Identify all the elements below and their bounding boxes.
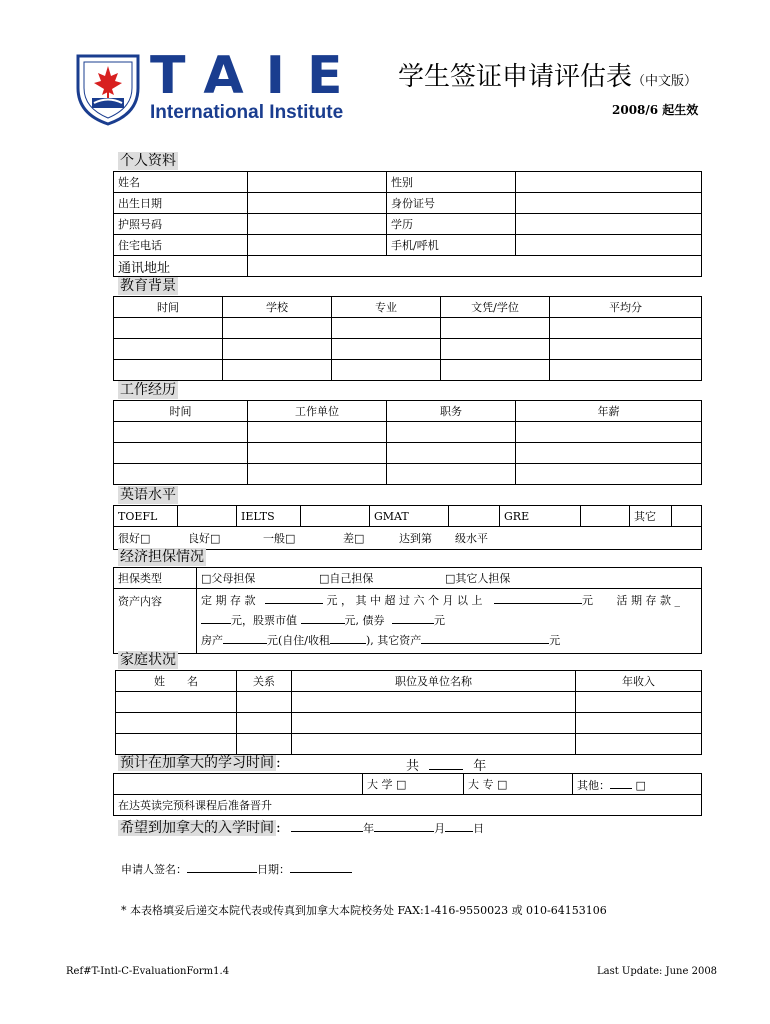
unit-yuan: 元 bbox=[434, 614, 445, 627]
unit-yuan: 元 bbox=[581, 594, 593, 607]
work-table bbox=[113, 400, 702, 485]
entry-month-input[interactable] bbox=[374, 819, 434, 832]
field-other[interactable] bbox=[672, 506, 702, 527]
cell[interactable] bbox=[114, 339, 223, 360]
logo bbox=[68, 44, 368, 124]
property-label: 房产 bbox=[201, 634, 223, 647]
footer-ref: Ref#T-Intl-C-EvaluationForm1.4 bbox=[66, 966, 230, 977]
property-use-label: 元(自住/收租 bbox=[267, 634, 330, 647]
cell[interactable] bbox=[116, 734, 237, 755]
field-gmat[interactable] bbox=[449, 506, 500, 527]
field-id-no[interactable] bbox=[516, 193, 702, 214]
section-work-heading: 工作经历 bbox=[120, 382, 176, 398]
col-header: 专业 bbox=[332, 297, 441, 318]
label-gmat: GMAT bbox=[370, 506, 449, 527]
entry-month-label: 月 bbox=[434, 822, 446, 835]
label-ielts: IELTS bbox=[237, 506, 301, 527]
label-assets: 资产内容 bbox=[114, 589, 197, 654]
other-input[interactable] bbox=[610, 776, 632, 789]
col-header: 关系 bbox=[237, 671, 292, 692]
page-title bbox=[398, 62, 697, 97]
field-name[interactable] bbox=[248, 172, 387, 193]
applicant-signature-label: 申请人签名： bbox=[121, 863, 187, 876]
col-header: 工作单位 bbox=[248, 401, 387, 422]
section-family-heading: 家庭状况 bbox=[120, 652, 176, 668]
col-header: 年收入 bbox=[576, 671, 702, 692]
cell[interactable] bbox=[237, 734, 292, 755]
logo-letters: TAIE bbox=[150, 46, 365, 106]
title-suffix: （中文版） bbox=[632, 74, 698, 89]
english-table bbox=[113, 505, 702, 550]
entry-year-input[interactable] bbox=[291, 819, 363, 832]
property-use-input[interactable] bbox=[330, 631, 366, 644]
other-label: 其他： bbox=[577, 778, 610, 792]
col-header: 文凭/学位 bbox=[441, 297, 550, 318]
col-header: 平均分 bbox=[550, 297, 702, 318]
date-label: 日期： bbox=[257, 863, 290, 876]
cell[interactable] bbox=[237, 713, 292, 734]
cell[interactable] bbox=[114, 360, 223, 381]
education-table bbox=[113, 296, 702, 381]
col-header: 时间 bbox=[114, 297, 223, 318]
section-finance-heading: 经济担保情况 bbox=[120, 549, 204, 565]
entry-row bbox=[118, 819, 484, 838]
label-name: 姓名 bbox=[114, 172, 248, 193]
year-label: 年 bbox=[473, 759, 487, 774]
english-level-row bbox=[114, 527, 702, 550]
cell[interactable] bbox=[223, 318, 332, 339]
cell[interactable] bbox=[387, 443, 516, 464]
cell[interactable] bbox=[114, 422, 248, 443]
label-mobile: 手机/呼机 bbox=[387, 235, 516, 256]
section-english-heading: 英语水平 bbox=[120, 487, 176, 503]
over-six-months-label: 元 ， 其 中 超 过 六 个 月 以 上 bbox=[326, 594, 483, 607]
option-other[interactable] bbox=[573, 774, 702, 795]
check-parents[interactable]: □父母担保 bbox=[201, 572, 256, 585]
stock-input[interactable] bbox=[301, 611, 345, 624]
check-self[interactable]: □自己担保 bbox=[319, 572, 374, 585]
field-ielts[interactable] bbox=[301, 506, 370, 527]
cell[interactable] bbox=[292, 692, 576, 713]
cell[interactable] bbox=[576, 692, 702, 713]
stock-label: 元，股票市值 bbox=[231, 614, 297, 627]
assets-line-1 bbox=[201, 591, 697, 611]
section-study-heading: 预计在加拿大的学习时间 bbox=[120, 755, 274, 771]
cell[interactable] bbox=[116, 692, 237, 713]
label-passport: 护照号码 bbox=[114, 214, 248, 235]
title-main: 学生签证申请评估表 bbox=[398, 62, 633, 92]
label-dob: 出生日期 bbox=[114, 193, 248, 214]
cell[interactable] bbox=[516, 464, 702, 485]
table-row bbox=[114, 318, 702, 339]
six-month-input[interactable] bbox=[494, 591, 582, 604]
footer-update: Last Update: June 2008 bbox=[597, 966, 718, 977]
effective-date: 2008/6 起生效 bbox=[612, 103, 699, 117]
cell[interactable] bbox=[441, 318, 550, 339]
label-gre: GRE bbox=[500, 506, 581, 527]
check-poor[interactable]: 差□ bbox=[343, 532, 365, 545]
field-gender[interactable] bbox=[516, 172, 702, 193]
cell[interactable] bbox=[292, 713, 576, 734]
cell[interactable] bbox=[223, 339, 332, 360]
demand-deposit-label: 活 期 存 款 _ bbox=[616, 594, 680, 607]
label-toefl: TOEFL bbox=[114, 506, 178, 527]
cell[interactable] bbox=[248, 443, 387, 464]
col-header: 学校 bbox=[223, 297, 332, 318]
guarantee-options bbox=[197, 568, 702, 589]
field-address[interactable] bbox=[248, 256, 702, 277]
table-row bbox=[114, 443, 702, 464]
other-checkbox[interactable]: □ bbox=[635, 778, 646, 792]
check-good[interactable]: 良好□ bbox=[188, 532, 221, 545]
entry-day-input[interactable] bbox=[445, 819, 473, 832]
study-time-heading-row bbox=[118, 754, 281, 772]
field-home-phone[interactable] bbox=[248, 235, 387, 256]
section-personal-heading: 个人资料 bbox=[120, 153, 176, 169]
cell[interactable] bbox=[248, 422, 387, 443]
entry-day-label: 日 bbox=[473, 822, 485, 835]
unit-yuan: 元 bbox=[549, 634, 561, 647]
label-id-no: 身份证号 bbox=[387, 193, 516, 214]
check-average[interactable]: 一般□ bbox=[263, 532, 296, 545]
section-education-heading: 教育背景 bbox=[120, 278, 176, 294]
field-dob[interactable] bbox=[248, 193, 387, 214]
col-header: 年薪 bbox=[516, 401, 702, 422]
logo-subtitle: International Institute bbox=[150, 102, 344, 123]
assets-line-3 bbox=[201, 631, 697, 651]
cell[interactable] bbox=[576, 713, 702, 734]
cell[interactable] bbox=[516, 422, 702, 443]
field-mobile[interactable] bbox=[516, 235, 702, 256]
assets-line-2 bbox=[201, 611, 697, 631]
cell[interactable] bbox=[576, 734, 702, 755]
label-gender: 性别 bbox=[387, 172, 516, 193]
col-header: 姓 名 bbox=[116, 671, 237, 692]
family-table bbox=[115, 670, 702, 755]
table-row bbox=[116, 692, 702, 713]
cell[interactable] bbox=[332, 360, 441, 381]
level-suffix: 级水平 bbox=[455, 532, 488, 545]
cell[interactable] bbox=[332, 339, 441, 360]
date-input[interactable] bbox=[290, 860, 352, 873]
cell[interactable] bbox=[223, 360, 332, 381]
cell[interactable] bbox=[114, 318, 223, 339]
entry-year-label: 年 bbox=[363, 822, 375, 835]
cell[interactable] bbox=[441, 339, 550, 360]
label-guarantee-type: 担保类型 bbox=[114, 568, 197, 589]
cell[interactable] bbox=[114, 464, 248, 485]
personal-table bbox=[113, 171, 702, 277]
cell[interactable] bbox=[550, 318, 702, 339]
finance-table bbox=[113, 567, 702, 654]
crest-icon bbox=[68, 48, 148, 128]
fixed-deposit-label: 定 期 存 款 bbox=[201, 594, 256, 607]
section-entry-heading: 希望到加拿大的入学时间 bbox=[120, 820, 274, 836]
table-row bbox=[114, 422, 702, 443]
bond-input[interactable] bbox=[392, 611, 434, 624]
cell[interactable] bbox=[114, 443, 248, 464]
col-header: 职位及单位名称 bbox=[292, 671, 576, 692]
bond-label: 元, 债券 bbox=[344, 614, 385, 627]
check-others[interactable]: □其它人担保 bbox=[445, 572, 511, 585]
property-input[interactable] bbox=[223, 631, 267, 644]
option-college[interactable]: 大 专 □ bbox=[464, 774, 573, 795]
cell[interactable] bbox=[248, 464, 387, 485]
label-education: 学历 bbox=[387, 214, 516, 235]
cell[interactable] bbox=[332, 318, 441, 339]
colon: : bbox=[276, 755, 281, 771]
table-row bbox=[114, 360, 702, 381]
field-education[interactable] bbox=[516, 214, 702, 235]
fixed-deposit-input[interactable] bbox=[265, 591, 323, 604]
cell[interactable] bbox=[237, 692, 292, 713]
fax-note: * 本表格填妥后递交本院代表或传真到加拿大本院校务处 FAX:1-416-9550023 或 010-64153106 bbox=[121, 904, 607, 917]
table-row bbox=[114, 464, 702, 485]
check-very-good[interactable]: 很好□ bbox=[118, 532, 151, 545]
colon: : bbox=[276, 820, 281, 836]
table-row bbox=[114, 339, 702, 360]
cell[interactable] bbox=[116, 713, 237, 734]
esl-promotion: 在达英读完预科课程后准备晋升 bbox=[114, 795, 702, 816]
assets-details bbox=[197, 589, 702, 654]
cell[interactable] bbox=[516, 443, 702, 464]
label-home-phone: 住宅电话 bbox=[114, 235, 248, 256]
table-row bbox=[116, 713, 702, 734]
table-row bbox=[116, 734, 702, 755]
signature-input[interactable] bbox=[187, 860, 257, 873]
total-years-input[interactable] bbox=[429, 757, 463, 770]
option-university[interactable]: 大 学 □ bbox=[363, 774, 464, 795]
study-table bbox=[113, 773, 702, 816]
cell[interactable] bbox=[441, 360, 550, 381]
field-toefl[interactable] bbox=[178, 506, 237, 527]
cell[interactable] bbox=[292, 734, 576, 755]
cell[interactable] bbox=[550, 339, 702, 360]
demand-deposit-input[interactable] bbox=[201, 611, 231, 624]
cell[interactable] bbox=[550, 360, 702, 381]
col-header: 职务 bbox=[387, 401, 516, 422]
cell[interactable] bbox=[387, 464, 516, 485]
other-assets-input[interactable] bbox=[421, 631, 549, 644]
field-gre[interactable] bbox=[581, 506, 630, 527]
total-label: 共 bbox=[406, 759, 420, 774]
other-assets-label: ), 其它资产 bbox=[366, 634, 422, 647]
field-passport[interactable] bbox=[248, 214, 387, 235]
signature-row bbox=[121, 860, 352, 877]
label-address: 通讯地址 bbox=[114, 256, 248, 277]
col-header: 时间 bbox=[114, 401, 248, 422]
study-total bbox=[406, 755, 486, 774]
cell[interactable] bbox=[387, 422, 516, 443]
study-blank bbox=[114, 774, 363, 795]
label-other: 其它 bbox=[630, 506, 672, 527]
reach-level-label: 达到第 bbox=[399, 532, 432, 545]
